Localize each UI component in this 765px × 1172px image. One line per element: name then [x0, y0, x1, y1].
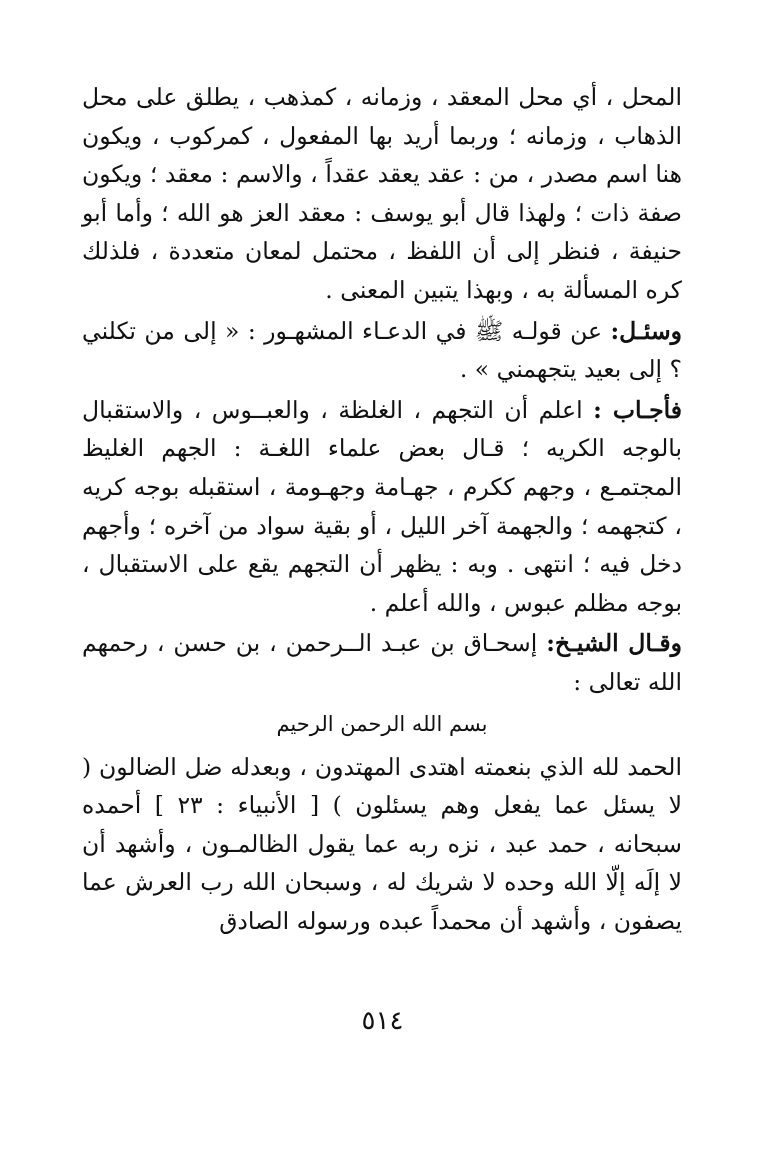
basmala-heading: بسم الله الرحمن الرحيم	[276, 711, 488, 736]
paragraph-explanation	[82, 78, 682, 310]
paragraph-text: عن قولـه ﷺ في الدعـاء المشهـور : « إلى من تكلني ؟ إلى بعيد يتجهمني » .	[82, 316, 682, 384]
page-body	[82, 78, 682, 940]
paragraph-text: اعلم أن التجهم ، الغلظة ، والعبــوس ، والاستقبال بالوجه الكريه ؛ قـال بعض علماء اللغـة : الجهم الغليظ المجتمـع ، وجهم ككرم ، جهـامة وجهـومة ، استقبله بوجه كريه ، كتجهمه ؛ والجهمة آخر الليل ، أو بقية سواد من آخره ؛ وأجهم دخل فيه ؛ انتهى . وبه : يظهر أن التجهم يقع على الاستقبال ، بوجه مظلم عبوس ، والله أعلم .	[82, 395, 682, 617]
page-number: ٥١٤	[361, 1006, 404, 1036]
paragraph-text: إسحـاق بن عبـد الــرحمن ، بن حسن ، رحمهم الله تعالى :	[82, 629, 682, 696]
paragraph-text: المحل ، أي محل المعقد ، وزمانه ، كمذهب ، يطلق على محل الذهاب ، وزمانه ؛ وربما أريد بها المفعول ، كمركوب ، ويكون هنا اسم مصدر ، من : عقد يعقد عقداً ، والاسم : معقد ؛ ويكون صفة ذات ؛ ولهذا قال أبو يوسف : معقد العز هو الله ؛ وأما أبو حنيفة ، فنظر إلى أن اللفظ ، محتمل لمعان متعددة ، فلذلك كره المسألة به ، وبهذا يتبين المعنى .	[82, 83, 682, 304]
paragraph-lead: فأجـاب :	[593, 395, 682, 424]
paragraph-lead: وسئـل:	[610, 316, 682, 345]
paragraph-sheikh	[82, 624, 682, 701]
paragraph-text: الحمد لله الذي بنعمته اهتدى المهتدون ، وبعدله ضل الضالون ( لا يسئل عما يفعل وهم يسئلون ) [ الأنبياء : ٢٣ ] أحمده سبحانه ، حمد عبد ، نزه ربه عما يقول الظالمـون ، وأشهد أن لا إلَه إلّا الله وحده لا شريك له ، وسبحان الله رب العرش عما يصفون ، وأشهد أن محمداً عبده ورسوله الصادق	[82, 752, 682, 935]
paragraph-answer	[82, 391, 682, 623]
paragraph-question	[82, 312, 682, 389]
paragraph-closing	[82, 748, 682, 941]
paragraph-lead: وقـال الشيـخ:	[546, 629, 683, 658]
